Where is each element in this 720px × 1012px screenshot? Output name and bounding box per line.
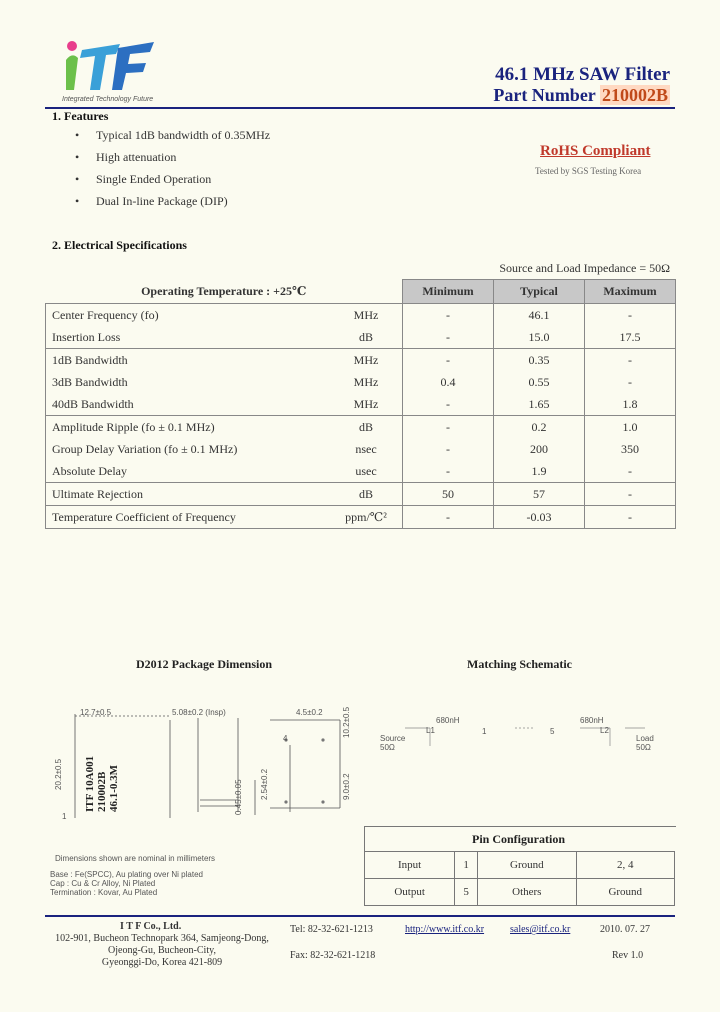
- table-row: [46, 416, 676, 439]
- param-cell: 40dB Bandwidth: [46, 393, 331, 416]
- param-cell: 3dB Bandwidth: [46, 371, 331, 393]
- pin-cell: Output: [365, 879, 455, 906]
- unit-cell: MHz: [330, 304, 403, 327]
- min-cell: 0.4: [403, 371, 494, 393]
- feature-item: • Typical 1dB bandwidth of 0.35MHz: [75, 128, 270, 150]
- unit-cell: MHz: [330, 371, 403, 393]
- electrical-spec-table: [45, 279, 676, 529]
- marking-line: 210002B: [96, 771, 108, 812]
- param-cell: Amplitude Ripple (fo ± 0.1 MHz): [46, 416, 331, 439]
- unit-cell: nsec: [330, 438, 403, 460]
- unit-cell: usec: [330, 460, 403, 483]
- address-line: 102-901, Bucheon Technopark 364, Samjeong-Dong,: [55, 933, 269, 944]
- dim-label: 10.2±0.5: [342, 706, 351, 738]
- pin-cell: 2, 4: [576, 852, 674, 879]
- document-title: 46.1 MHz SAW Filter: [495, 64, 670, 85]
- param-cell: Insertion Loss: [46, 326, 331, 349]
- max-cell: -: [585, 483, 676, 506]
- col-minimum: Minimum: [403, 280, 494, 304]
- min-cell: -: [403, 349, 494, 372]
- typ-cell: 46.1: [494, 304, 585, 327]
- part-number: 210002B: [601, 85, 668, 105]
- company-name: I T F Co., Ltd.: [120, 921, 182, 932]
- table-row: [365, 852, 675, 879]
- matching-schematic-title: Matching Schematic: [467, 657, 572, 671]
- unit-cell: MHz: [330, 393, 403, 416]
- features-list: [75, 128, 270, 216]
- address-line: Gyeonggi-Do, Korea 421-809: [101, 957, 223, 968]
- operating-temperature: Operating Temperature : +25℃: [141, 283, 307, 298]
- min-cell: -: [403, 506, 494, 529]
- source-label: Source 50Ω: [380, 734, 406, 752]
- unit-cell: ppm/℃²: [330, 506, 403, 529]
- dim-label: 0.45±0.05: [234, 779, 243, 815]
- col-typical: Typical: [494, 280, 585, 304]
- feature-item: • High attenuation: [75, 150, 270, 172]
- min-cell: -: [403, 304, 494, 327]
- pin-cell: Ground: [478, 852, 576, 879]
- min-cell: -: [403, 326, 494, 349]
- typ-cell: 15.0: [494, 326, 585, 349]
- table-row: [46, 326, 676, 349]
- pin-cell: Ground: [576, 879, 674, 906]
- unit-cell: dB: [330, 326, 403, 349]
- param-cell: Temperature Coefficient of Frequency: [46, 506, 331, 529]
- footer-divider: [45, 915, 675, 917]
- param-cell: Group Delay Variation (fo ± 0.1 MHz): [46, 438, 331, 460]
- marking-line: ITF 10A001: [84, 755, 96, 812]
- max-cell: 1.8: [585, 393, 676, 416]
- inductor-l2-value: 680nH: [580, 716, 604, 725]
- table-row: [46, 483, 676, 506]
- document-date: 2010. 07. 27: [600, 924, 650, 935]
- table-row: [46, 304, 676, 327]
- package-note: Dimensions shown are nominal in millimeters: [55, 854, 216, 863]
- typ-cell: 200: [494, 438, 585, 460]
- max-cell: 350: [585, 438, 676, 460]
- unit-cell: dB: [330, 483, 403, 506]
- pin-config-title: Pin Configuration: [472, 832, 566, 846]
- address-line: Ojeong-Gu, Bucheon-City,: [108, 945, 216, 956]
- pin-label: 4: [283, 734, 288, 743]
- feature-item: • Single Ended Operation: [75, 172, 270, 194]
- logo-subtitle: Integrated Technology Future: [62, 96, 154, 103]
- param-cell: Absolute Delay: [46, 460, 331, 483]
- schematic-pin-5: 5: [550, 727, 555, 736]
- electrical-heading: 2. Electrical Specifications: [52, 238, 187, 252]
- inductor-l1-label: L1: [426, 726, 435, 735]
- typ-cell: 1.65: [494, 393, 585, 416]
- dim-label: 5.08±0.2 (Insp): [172, 708, 226, 717]
- package-marking: [84, 756, 120, 812]
- dim-label: 20.2±0.5: [54, 758, 63, 790]
- inductor-l1-value: 680nH: [436, 716, 460, 725]
- max-cell: 1.0: [585, 416, 676, 439]
- note-line: Base : Fe(SPCC), Au plating over Ni plated: [50, 870, 203, 879]
- pin-config-table: [364, 851, 675, 906]
- param-cell: Center Frequency (fo): [46, 304, 331, 327]
- typ-cell: 57: [494, 483, 585, 506]
- feature-item: • Dual In-line Package (DIP): [75, 194, 270, 216]
- min-cell: -: [403, 438, 494, 460]
- max-cell: -: [585, 506, 676, 529]
- part-number-line: [493, 85, 670, 106]
- features-heading: 1. Features: [52, 109, 109, 123]
- revision: Rev 1.0: [612, 950, 644, 961]
- table-row: [46, 371, 676, 393]
- pin-cell: 1: [455, 852, 478, 879]
- typ-cell: 1.9: [494, 460, 585, 483]
- unit-cell: dB: [330, 416, 403, 439]
- param-cell: Ultimate Rejection: [46, 483, 331, 506]
- max-cell: -: [585, 371, 676, 393]
- telephone: Tel: 82-32-621-1213: [290, 924, 373, 935]
- max-cell: -: [585, 304, 676, 327]
- max-cell: -: [585, 460, 676, 483]
- col-maximum: Maximum: [585, 280, 676, 304]
- dim-label: 4.5±0.2: [296, 708, 323, 717]
- typ-cell: 0.55: [494, 371, 585, 393]
- note-line: Cap : Cu & Cr Alloy, Ni Plated: [50, 879, 156, 888]
- itf-logo: [62, 38, 162, 102]
- package-dimension-title: D2012 Package Dimension: [136, 657, 272, 671]
- typ-cell: 0.2: [494, 416, 585, 439]
- unit-cell: MHz: [330, 349, 403, 372]
- dim-label: 2.54±0.2: [260, 768, 269, 800]
- max-cell: 17.5: [585, 326, 676, 349]
- table-row: [46, 349, 676, 372]
- typ-cell: 0.35: [494, 349, 585, 372]
- max-cell: -: [585, 349, 676, 372]
- dim-label: 12.7±0.5: [80, 708, 112, 717]
- rohs-tested-note: Tested by SGS Testing Korea: [535, 166, 642, 176]
- package-notes: [50, 870, 203, 897]
- dim-label: 9.0±0.2: [342, 773, 351, 800]
- pin-cell: 5: [455, 879, 478, 906]
- table-row: [365, 879, 675, 906]
- min-cell: -: [403, 393, 494, 416]
- table-row: [46, 393, 676, 416]
- pin-cell: Input: [365, 852, 455, 879]
- schematic-drawing: [375, 708, 675, 758]
- table-header-row: [46, 280, 676, 304]
- table-row: [46, 438, 676, 460]
- marking-line: 46.1-0.3M: [108, 764, 120, 812]
- typ-cell: -0.03: [494, 506, 585, 529]
- min-cell: -: [403, 460, 494, 483]
- min-cell: -: [403, 416, 494, 439]
- min-cell: 50: [403, 483, 494, 506]
- header-divider: [45, 107, 675, 109]
- company-address: [52, 933, 272, 969]
- param-cell: 1dB Bandwidth: [46, 349, 331, 372]
- table-row: [46, 460, 676, 483]
- note-line: Termination : Kovar, Au Plated: [50, 888, 158, 897]
- impedance-note: Source and Load Impedance = 50Ω: [499, 261, 670, 275]
- pin-label: 1: [62, 812, 67, 821]
- table-row: [46, 506, 676, 529]
- rohs-compliant-badge: RoHS Compliant: [540, 143, 651, 159]
- load-label: Load 50Ω: [636, 734, 654, 752]
- website-link[interactable]: http://www.itf.co.kr: [405, 924, 485, 935]
- email-link[interactable]: sales@itf.co.kr: [510, 924, 571, 935]
- pin-cell: Others: [478, 879, 576, 906]
- part-label: Part Number: [493, 85, 596, 105]
- inductor-l2-label: L2: [600, 726, 609, 735]
- fax: Fax: 82-32-621-1218: [290, 950, 376, 961]
- schematic-pin-1: 1: [482, 727, 487, 736]
